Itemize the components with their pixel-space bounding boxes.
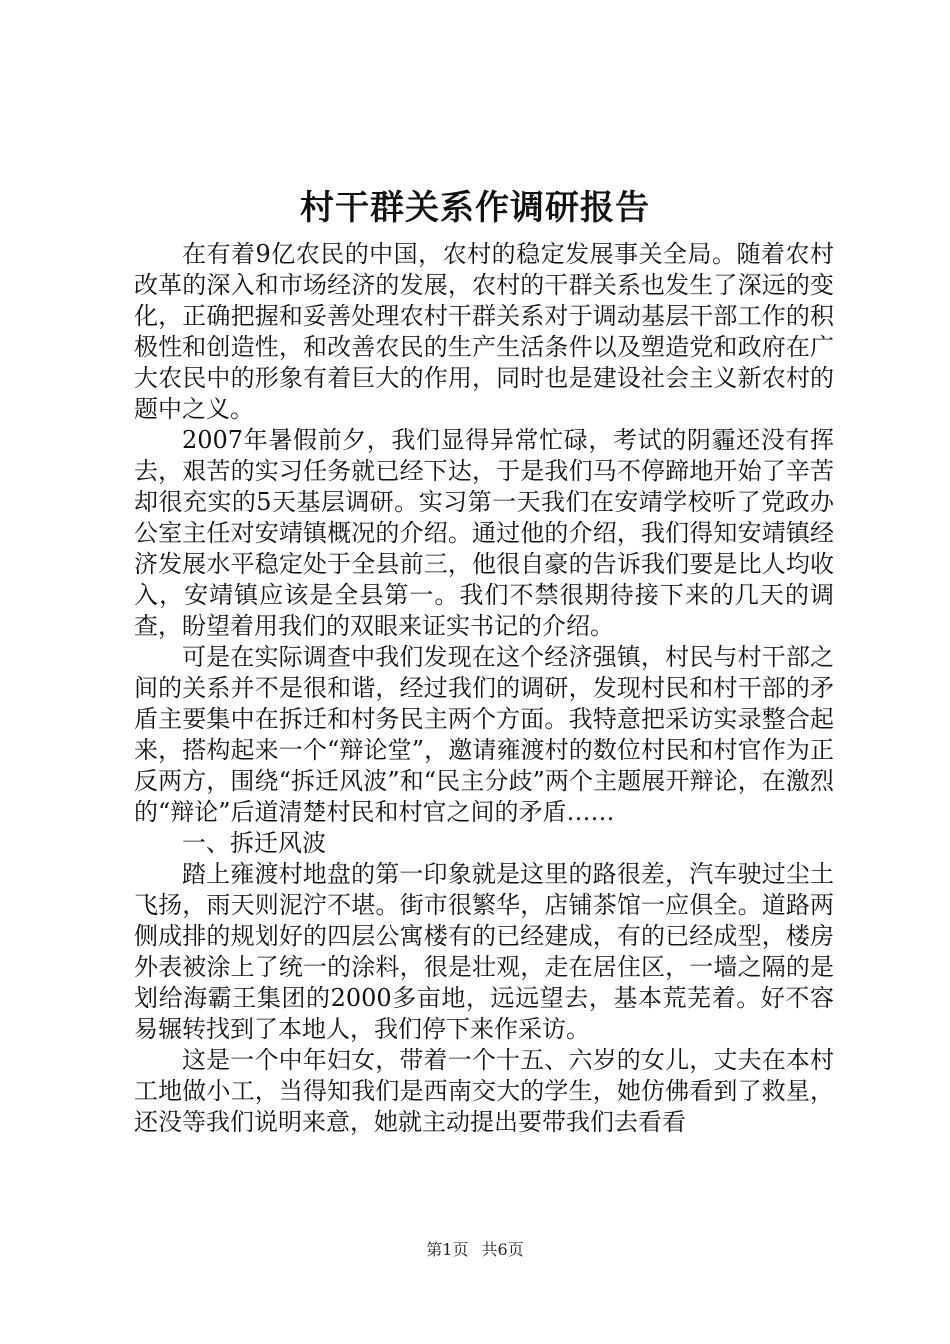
paragraph-interview: 这是一个中年妇女，带着一个十五、六岁的女儿，丈夫在本村工地做小工，当得知我们是西南交大的学生，她仿佛看到了救星，还没等我们说明来意，她就主动提出要带我们去看看 xyxy=(134,1046,834,1136)
page-total: 共6页 xyxy=(481,1240,524,1259)
paragraph-village: 踏上雍渡村地盘的第一印象就是这里的路很差，汽车驶过尘土飞扬，雨天则泥泞不堪。街市很繁华，店铺茶馆一应俱全。道路两侧成排的规划好的四层公寓楼有的已经建成，有的已经成型，楼房外表被涂上了统一的涂料，很是壮观，走在居住区，一墙之隔的是划给海霸王集团的2000多亩地，远远望去，基本荒芜着。好不容易辗转找到了本地人，我们停下来作采访。 xyxy=(134,860,834,1043)
paragraph-findings: 可是在实际调查中我们发现在这个经济强镇，村民与村干部之间的关系并不是很和谐，经过我们的调研，发现村民和村干部的矛盾主要集中在拆迁和村务民主两个方面。我特意把采访实录整合起来，搭构起来一个“辩论堂”，邀请雍渡村的数位村民和村官作为正反两方，围绕“拆迁风波”和“民主分歧”两个主题展开辩论，在激烈的“辩论”后道清楚村民和村官之间的矛盾…… xyxy=(134,643,834,826)
page-footer xyxy=(0,1238,950,1262)
document-title: 村干群关系作调研报告 xyxy=(300,188,650,228)
document-body xyxy=(134,239,834,1138)
paragraph-intro: 在有着9亿农民的中国，农村的稳定发展事关全局。随着农村改革的深入和市场经济的发展，农村的干群关系也发生了深远的变化，正确把握和妥善处理农村干群关系对于调动基层干部工作的积极性和创造性，和改善农民的生产生活条件以及塑造党和政府在广大农民中的形象有着巨大的作用，同时也是建设社会主义新农村的题中之义。 xyxy=(134,240,834,423)
paragraph-background: 2007年暑假前夕，我们显得异常忙碌，考试的阴霾还没有挥去，艰苦的实习任务就已经下达，于是我们马不停蹄地开始了辛苦却很充实的5天基层调研。实习第一天我们在安靖学校听了党政办公室主任对安靖镇概况的介绍。通过他的介绍，我们得知安靖镇经济发展水平稳定处于全县前三，他很自豪的告诉我们要是比人均收入，安靖镇应该是全县第一。我们不禁很期待接下来的几天的调查，盼望着用我们的双眼来证实书记的介绍。 xyxy=(134,426,834,640)
page-number: 第1页 xyxy=(426,1240,469,1259)
section-heading: 一、拆迁风波 xyxy=(182,829,326,857)
